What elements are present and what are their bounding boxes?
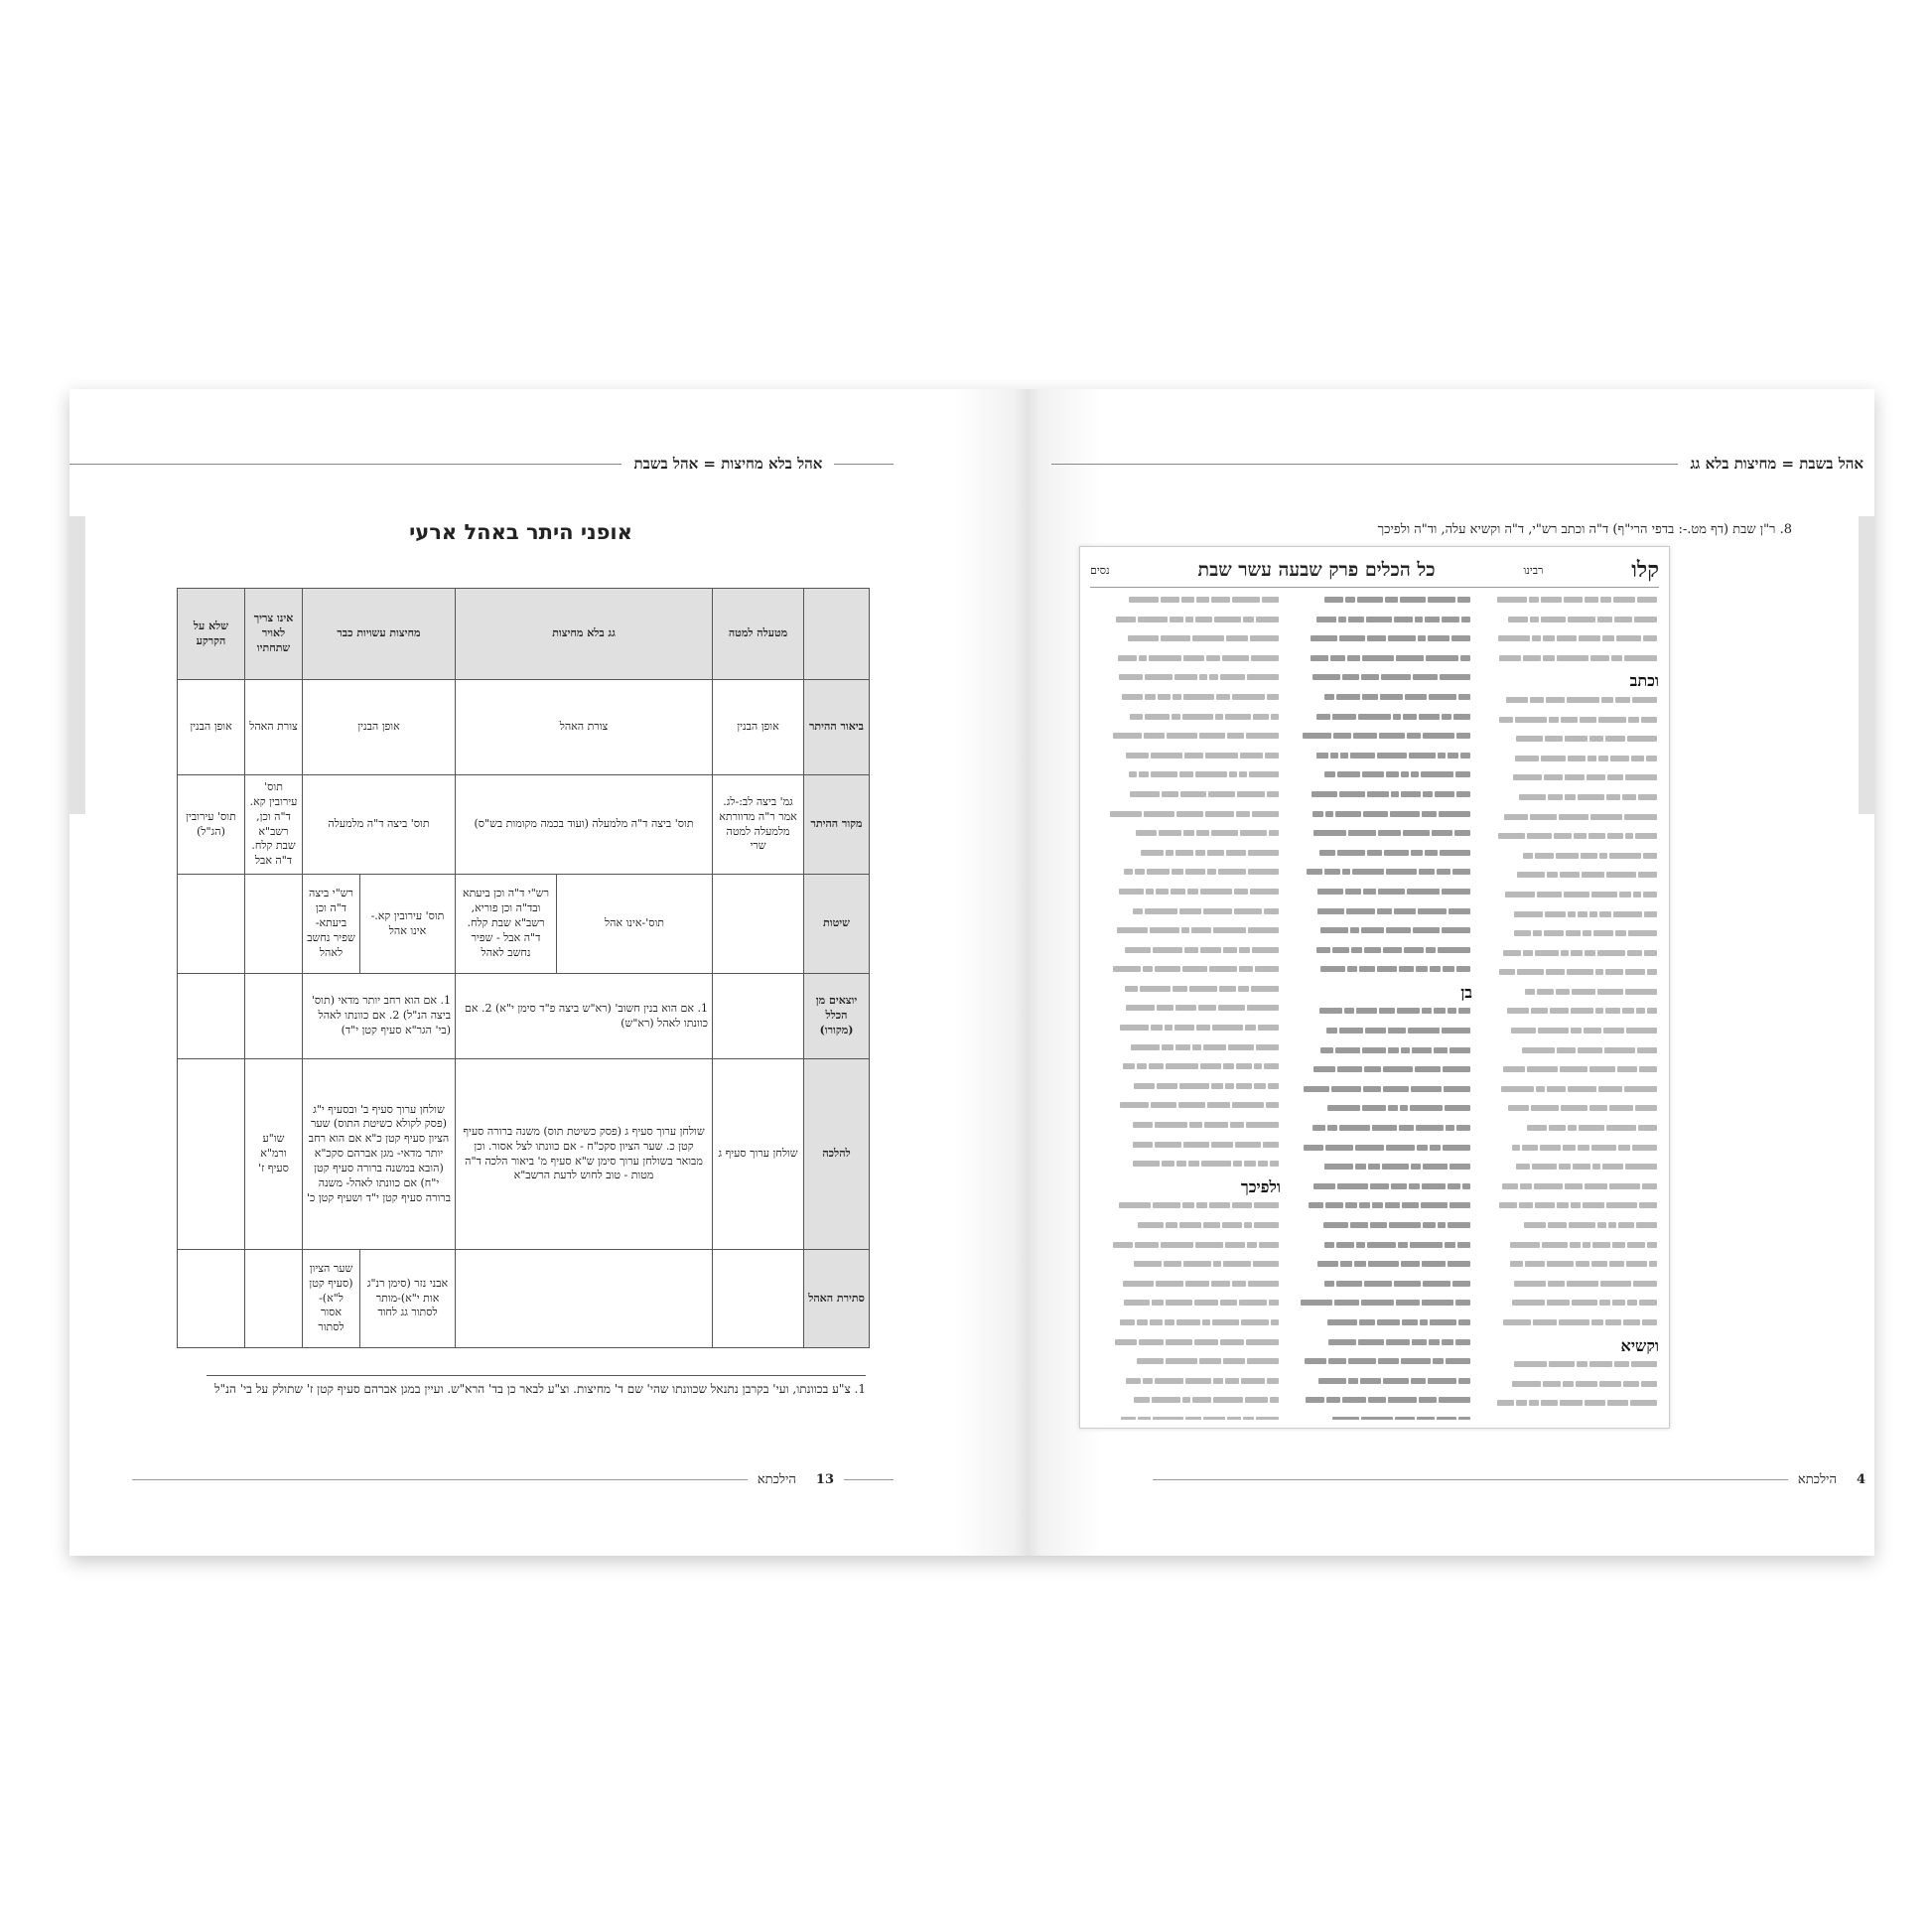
text-line (1098, 787, 1281, 807)
table-cell (178, 1250, 245, 1348)
text-line (1098, 1079, 1281, 1099)
text-line (1098, 1218, 1281, 1238)
running-header-right (1051, 455, 1875, 474)
talmud-title: כל הכלים פרק שבעה עשר שבת (1197, 558, 1436, 581)
text-line (1098, 982, 1281, 1002)
text-line (1480, 651, 1659, 671)
text-line (1098, 631, 1281, 651)
text-line (1289, 807, 1472, 827)
text-line (1289, 1082, 1472, 1102)
table-row (178, 1250, 870, 1348)
table-cell: צורת האהל (245, 680, 303, 775)
table-cell: תוס'-אינו אהל (557, 875, 713, 974)
page-footer-right (1051, 1471, 1875, 1487)
col-header: גג בלא מחיצות (456, 589, 713, 680)
text-line (1289, 1043, 1472, 1063)
text-line (1098, 1040, 1281, 1060)
text-line (1098, 943, 1281, 963)
text-line (1480, 849, 1659, 869)
text-line (1480, 1257, 1659, 1277)
text-line (1480, 1238, 1659, 1258)
text-line (1480, 1062, 1659, 1082)
text-line (1098, 1001, 1281, 1021)
text-line (1098, 593, 1281, 613)
talmud-page-image (1079, 546, 1670, 1429)
table-row (178, 775, 870, 875)
text-line (1098, 1374, 1281, 1394)
table-cell (178, 875, 245, 974)
table-cell: תוס' ביצה ד"ה מלמעלה (ועוד בכמה מקומות בש"ס) (456, 775, 713, 875)
table-cell: תוס' עירובין קא. ד"ה וכן, רשב"א שבת קלח. ד"ה אבל (245, 775, 303, 875)
text-line (1098, 767, 1281, 787)
table-cell: רש"י ביצה ד"ה וכן ביעתא- שפיר נחשב לאהל (303, 875, 360, 974)
header-text: אהל בלא מחיצות = אהל בשבת (633, 455, 823, 473)
text-line (1289, 593, 1472, 613)
footer-rule (132, 1479, 748, 1480)
text-line (1098, 1354, 1281, 1374)
text-line (1289, 1393, 1472, 1413)
catchword: בן (1460, 982, 1472, 1002)
footer-title: הילכתא (757, 1472, 796, 1487)
text-line (1480, 1198, 1659, 1218)
text-line (1289, 1198, 1472, 1218)
table-cell (456, 1250, 713, 1348)
footer-rule (1153, 1479, 1788, 1480)
text-line (1480, 1082, 1659, 1102)
text-line (1289, 846, 1472, 866)
table-cell: צורת האהל (456, 680, 713, 775)
row-label: מקור ההיתר (804, 775, 870, 875)
footer-title: הילכתא (1797, 1472, 1837, 1487)
row-label: ביאור ההיתר (804, 680, 870, 775)
footer-rule-short (844, 1479, 894, 1480)
text-line (1098, 904, 1281, 924)
table-row (178, 1059, 870, 1250)
text-line (1480, 946, 1659, 966)
text-line (1289, 1354, 1472, 1374)
table-cell: 1. אם הוא בנין חשוב' (רא"ש ביצה פ"ד סימן י"א) 2. אם כוונתו לאהל (רא"ש) (456, 974, 713, 1059)
page-tab-marker (1859, 516, 1874, 814)
col-header: מטעלה למטה (713, 589, 804, 680)
text-line (1480, 829, 1659, 849)
header-text: אהל בשבת = מחיצות בלא גג (1690, 455, 1863, 473)
text-line (1098, 1315, 1281, 1335)
book-spread (69, 389, 1874, 1556)
col-header: שלא על הקרקע (178, 589, 245, 680)
text-line (1480, 1043, 1659, 1063)
text-line (1289, 1141, 1472, 1161)
permission-table (177, 588, 870, 1348)
page-footer-left (69, 1471, 894, 1487)
text-line (1098, 1098, 1281, 1118)
text-line (1098, 1296, 1281, 1315)
text-line (1289, 1335, 1472, 1355)
table-cell: תוס' ביצה ד"ה מלמעלה (303, 775, 456, 875)
text-line (1289, 787, 1472, 807)
text-line (1289, 923, 1472, 943)
text-line (1480, 1218, 1659, 1238)
text-line (1289, 1004, 1472, 1024)
text-line (1480, 790, 1659, 810)
text-line (1289, 1062, 1472, 1082)
table-cell: שולחן ערוך סעיף ג (פסק כשיטת תוס) משנה ברורה סעיף קטן כ. שער הציון סקכ"ח - אם כוונתו לצל אסור. וכן מבואר בשולחן ערוך סימן ש"א סעיף מ' ביאור הלכה ד"ה מטות - טוב לחוש לדעת הרשב"א (456, 1059, 713, 1250)
text-line (1289, 943, 1472, 963)
text-line (1289, 1160, 1472, 1179)
text-line (1480, 770, 1659, 790)
text-line (1289, 631, 1472, 651)
text-line (1480, 1377, 1659, 1397)
text-line (1098, 1157, 1281, 1176)
text-line (1098, 846, 1281, 866)
row-label: יוצאים מן הכלל (מקורו) (804, 974, 870, 1059)
table-cell (178, 974, 245, 1059)
text-line (1480, 1396, 1659, 1416)
text-line (1289, 885, 1472, 904)
text-line (1289, 1257, 1472, 1277)
table-cell: רש"י ד"ה וכן ביעתא ובד"ה וכן פוריא, רשב"א שבת קלח. ד"ה אבל - שפיר נחשב לאהל (456, 875, 557, 974)
text-line (1098, 1277, 1281, 1297)
table-cell: אופן הבנין (713, 680, 804, 775)
header-rabbeinu: רבינו (1523, 563, 1544, 577)
text-line (1480, 713, 1659, 733)
text-line (1480, 868, 1659, 888)
table-cell: תוס' עירובין (הג"ל) (178, 775, 245, 875)
table-cell: שו"ע ורמ"א סעיף ז' (245, 1059, 303, 1250)
text-line (1289, 767, 1472, 787)
text-line (1480, 1160, 1659, 1179)
text-line (1098, 710, 1281, 730)
table-cell (245, 1250, 303, 1348)
table-cell: אופן הבנין (303, 680, 456, 775)
header-rule-short (834, 464, 894, 465)
table-cell: 1. אם הוא רחב יותר מדאי (תוס' ביצה הנ"ל) 2. אם כוונתו לאהל (בי' הגר"א סעיף קטן י"ד) (303, 974, 456, 1059)
text-line (1480, 1141, 1659, 1161)
table-cell: שער הציון (סעיף קטן ל"א)- אסור לסתור (303, 1250, 360, 1348)
text-line (1098, 1021, 1281, 1040)
text-line (1098, 670, 1281, 690)
col-header: מחיצות עשויות כבר (303, 589, 456, 680)
page-number: 13 (815, 1471, 834, 1487)
table-row (178, 875, 870, 974)
text-line (1480, 1296, 1659, 1315)
table-title: אופני היתר באהל ארעי (409, 520, 632, 544)
text-line (1480, 888, 1659, 907)
text-line (1480, 1277, 1659, 1297)
table-cell: שולחן ערוך סעיף ב' ובסעיף י"ג (פסק לקולא כשיטת התוס) שער הציון סעיף קטן כ"א אם הוא רחב יותר מדאי- מגן אברהם סקכ"א (הובא במשנה ברורה סעיף קטן י"ח) אם כוונתו לאהל- משנה ברורה סעיף קטן י"ד ושעיף קטן כ' (303, 1059, 456, 1250)
text-line (1098, 962, 1281, 982)
text-line (1098, 1335, 1281, 1355)
text-line (1480, 693, 1659, 713)
text-line (1480, 1101, 1659, 1121)
text-line (1098, 1238, 1281, 1258)
talmud-header (1090, 553, 1659, 588)
text-line (1098, 749, 1281, 768)
text-line (1098, 651, 1281, 671)
catchword: וקשיא (1620, 1335, 1659, 1355)
text-line (1289, 1238, 1472, 1258)
header-nissim: נסים (1090, 563, 1110, 577)
text-line (1289, 904, 1472, 924)
text-line (1480, 1357, 1659, 1377)
text-line (1480, 1315, 1659, 1335)
text-line (1289, 1024, 1472, 1043)
text-line (1480, 732, 1659, 752)
commentary-column-right (1480, 593, 1659, 1420)
table-cell: גמ' ביצה לב:-לג. אמר ר"ה מדוורתא מלמעלה למטה שרי (713, 775, 804, 875)
text-line (1289, 613, 1472, 632)
text-line (1098, 923, 1281, 943)
text-line (1098, 1198, 1281, 1218)
text-line (1480, 1004, 1659, 1024)
text-line (1098, 1118, 1281, 1138)
table-cell (713, 875, 804, 974)
text-line (1289, 865, 1472, 885)
text-line (1289, 1413, 1472, 1420)
text-line (1289, 651, 1472, 671)
table-cell (178, 1059, 245, 1250)
table-row (178, 680, 870, 775)
text-line (1480, 810, 1659, 830)
catchword: וכתב (1629, 671, 1659, 691)
text-line (1098, 690, 1281, 710)
left-page (69, 389, 972, 1556)
text-line (1480, 1121, 1659, 1141)
row-label: שיטות (804, 875, 870, 974)
text-line (1289, 749, 1472, 768)
text-line (1480, 631, 1659, 651)
text-line (1098, 865, 1281, 885)
text-line (1480, 907, 1659, 927)
table-cell: שולחן ערוך סעיף ג (713, 1059, 804, 1250)
text-line (1289, 710, 1472, 730)
header-rule (1051, 464, 1678, 465)
footnote: 1. צ"ע בכוונתו, ועי' בקרבן נתנאל שכוונתו שהי' שם ד' מחיצות. וצ"ע לבאר כן בד' הרא"ש. ועיין במגן אברהם סעיף קטן ז' שתולק על בי' הנ"ל (207, 1375, 866, 1397)
main-text-column (1289, 593, 1472, 1420)
text-line (1480, 965, 1659, 985)
col-header: אינו צריך לאויר שתחתיו (245, 589, 303, 680)
text-line (1098, 826, 1281, 846)
text-line (1098, 729, 1281, 749)
table-header-row (178, 589, 870, 680)
page-tab-marker (69, 516, 85, 814)
header-rule (69, 464, 621, 465)
running-header-left (69, 455, 894, 474)
table-cell (713, 1250, 804, 1348)
catchword: ולפיכך (1240, 1176, 1281, 1196)
table-cell (245, 875, 303, 974)
text-line (1480, 1024, 1659, 1043)
text-line (1480, 985, 1659, 1005)
table-cell: תוס' עירובין קא.- אינו אהל (360, 875, 456, 974)
text-line (1098, 1413, 1281, 1420)
text-line (1098, 1393, 1281, 1413)
corner-cell (804, 589, 870, 680)
text-line (1289, 1277, 1472, 1297)
text-line (1289, 962, 1472, 982)
text-line (1289, 1101, 1472, 1121)
text-line (1480, 593, 1659, 613)
table-cell (245, 974, 303, 1059)
table-cell: אבני נזר (סימן רנ"ג אות י"א)-מותר לסתור גג לחוד (360, 1250, 456, 1348)
text-line (1289, 1296, 1472, 1315)
row-label: להלכה (804, 1059, 870, 1250)
row-label: סתירת האהל (804, 1250, 870, 1348)
text-line (1289, 670, 1472, 690)
table-cell: אופן הבנין (178, 680, 245, 775)
text-line (1480, 1179, 1659, 1199)
page-number: 4 (1856, 1471, 1865, 1487)
text-line (1098, 807, 1281, 827)
text-line (1480, 752, 1659, 771)
text-line (1289, 1374, 1472, 1394)
table-row (178, 974, 870, 1059)
folio-number: קלו (1631, 557, 1659, 583)
text-line (1098, 885, 1281, 904)
text-line (1289, 1121, 1472, 1141)
text-line (1480, 613, 1659, 632)
text-line (1289, 826, 1472, 846)
text-line (1289, 729, 1472, 749)
text-line (1289, 1179, 1472, 1199)
text-line (1098, 1257, 1281, 1277)
right-page (972, 389, 1874, 1556)
commentary-column-left (1098, 593, 1281, 1420)
text-line (1480, 1416, 1659, 1420)
text-line (1289, 1218, 1472, 1238)
source-reference: 8. ר"ן שבת (דף מט.-: בדפי הרי"ף) ד"ה וכתב רש"י, ד"ה וקשיא עלה, וד"ה ולפיכך (1377, 522, 1792, 537)
text-line (1098, 1059, 1281, 1079)
text-line (1289, 1315, 1472, 1335)
text-line (1098, 613, 1281, 632)
text-line (1098, 1138, 1281, 1158)
text-line (1480, 926, 1659, 946)
table-cell (713, 974, 804, 1059)
text-line (1289, 690, 1472, 710)
